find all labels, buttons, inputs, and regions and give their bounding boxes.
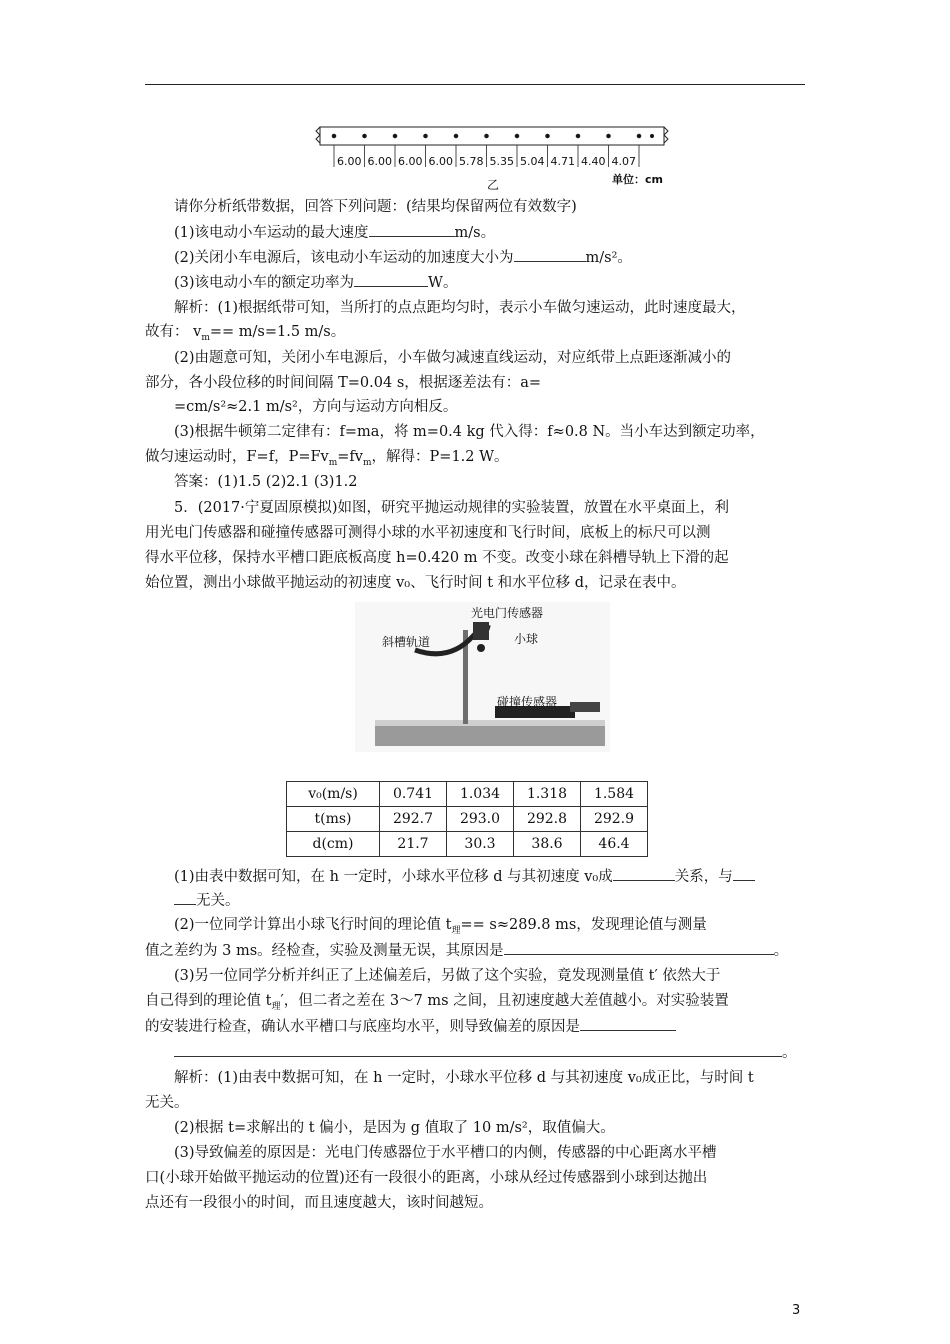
tape-dot: [576, 134, 580, 138]
q5-part2a: (2)一位同学计算出小球飞行时间的理论值 $t_理== s\approx 289.8$ ms，发现理论值与测量: [174, 917, 707, 936]
label-photogate-sensor: 光电门传感器: [471, 606, 544, 620]
tape-dot: [637, 134, 641, 138]
q4-solution-2a: (2)由题意可知，关闭小车电源后，小车做匀减速直线运动，对应纸带上点距逐渐减小的: [174, 350, 732, 366]
label-collision-sensor: 碰撞传感器: [497, 695, 558, 709]
table-cell: 21.7: [380, 832, 447, 857]
tape-segment-label: 5.04: [520, 155, 545, 168]
table-cell: 0.741: [380, 782, 447, 807]
q5-part3-blank: 。: [174, 1042, 814, 1063]
table-cell: 292.9: [581, 807, 648, 832]
table-cell: 46.4: [581, 832, 648, 857]
table-cell: 30.3: [447, 832, 514, 857]
row-label: v₀(m/s): [287, 782, 380, 807]
apparatus-photo: [355, 602, 610, 752]
q5-solution-3c: 点还有一段很小的时间，而且速度越大，该时间越短。: [145, 1195, 493, 1211]
tape-segment-label: 6.00: [398, 155, 423, 168]
table-row: [287, 782, 648, 807]
tape-dot: [393, 134, 397, 138]
q4-intro: 请你分析纸带数据，回答下列问题：(结果均保留两位有效数字): [174, 199, 577, 215]
table-cell: 292.7: [380, 807, 447, 832]
q5-line-3: 得水平位移，保持水平槽口距底板高度 h=0.420 m 不变。改变小球在斜槽导轨上下滑的起: [145, 550, 729, 566]
measurement-table: [286, 781, 648, 857]
table-row: [287, 807, 648, 832]
q5-line-1: 5．(2017·宁夏固原模拟)如图，研究平抛运动规律的实验装置，放置在水平桌面上，利: [174, 500, 730, 516]
q4-solution-2c: =cm/s²≈2.1 m/s²，方向与运动方向相反。: [174, 399, 458, 415]
q5-line-4: 始位置，测出小球做平抛运动的初速度 v₀、飞行时间 t 和水平位移 d，记录在表中。: [145, 575, 686, 591]
tape-dot: [424, 134, 428, 138]
tape-dot: [485, 134, 489, 138]
tape-segment-label: 5.78: [459, 155, 484, 168]
q4-part3: (3)该电动小车的额定功率为 W。: [174, 272, 814, 293]
q5-line-2: 用光电门传感器和碰撞传感器可测得小球的水平初速度和飞行时间，底板上的标尺可以测: [145, 525, 711, 541]
q4-part1: (1)该电动小车运动的最大速度 m/s。: [174, 222, 814, 243]
q4-solution-1b: 故有： $v_m== m/s=1.5$ m/s。: [145, 324, 346, 343]
q4-answer: 答案：(1)1.5 (2)2.1 (3)1.2: [174, 474, 358, 490]
page-number: 3: [792, 1303, 801, 1318]
q4-solution-2b: 部分，各小段位移的时间间隔 T=0.04 s，根据逐差法有：a=: [145, 375, 542, 391]
tape-dot: [363, 134, 367, 138]
q5-solution-2: (2)根据 t=求解出的 t 偏小，是因为 g 值取了 10 m/s²，取值偏大。: [174, 1120, 615, 1136]
q4-solution-1a: 解析：(1)根据纸带可知，当所打的点点距均匀时，表示小车做匀速运动，此时速度最大，: [174, 300, 746, 316]
tape-unit: 单位：cm: [612, 173, 663, 186]
q4-part2: (2)关闭小车电源后，该电动小车运动的加速度大小为 m/s²。: [174, 247, 814, 268]
q5-part1-end: 无关。: [198, 890, 868, 911]
table-cell: 38.6: [514, 832, 581, 857]
tape-dot: [515, 134, 519, 138]
label-ball: 小球: [514, 632, 539, 646]
q4-solution-3a: (3)根据牛顿第二定律有：f=ma，将 m=0.4 kg 代入得：f≈0.8 N。当小车达到额定功率，: [174, 424, 765, 440]
tape-segment-label: 6.00: [367, 155, 392, 168]
row-label: t(ms): [287, 807, 380, 832]
label-incline-track: 斜槽轨道: [382, 635, 431, 649]
tape-dot: [332, 134, 336, 138]
tape-segment-label: 6.00: [337, 155, 362, 168]
tape-caption: 乙: [487, 178, 500, 192]
q5-solution-1b: 无关。: [145, 1095, 189, 1111]
table-cell: 1.584: [581, 782, 648, 807]
row-label: d(cm): [287, 832, 380, 857]
q4-solution-3b: 做匀速运动时，F=f，$P=Fv_m=fv_m$，解得：P=1.2 W。: [145, 449, 509, 468]
q5-part1: (1)由表中数据可知，在 h 一定时，小球水平位移 d 与其初速度 v₀成 关系，与: [174, 866, 814, 887]
q5-solution-3a: (3)导致偏差的原因是：光电门传感器位于水平槽口的内侧，传感器的中心距离水平槽: [174, 1145, 717, 1161]
tape-dot: [454, 134, 458, 138]
tape-segment-label: 5.35: [489, 155, 514, 168]
q5-solution-1a: 解析：(1)由表中数据可知，在 h 一定时，小球水平位移 d 与其初速度 v₀成正比，与时间 t: [174, 1070, 754, 1086]
tape-dot: [650, 134, 653, 137]
header-rule: [145, 84, 805, 85]
q5-solution-3b: 口(小球开始做平抛运动的位置)还有一段很小的距离，小球从经过传感器到小球到达抛出: [145, 1170, 708, 1186]
q5-part2b: 值之差约为 3 ms。经检查，实验及测量无误，其原因是 。: [145, 940, 815, 961]
table-cell: 1.034: [447, 782, 514, 807]
table-cell: 1.318: [514, 782, 581, 807]
q5-part3a: (3)另一位同学分析并纠正了上述偏差后，另做了这个实验，竟发现测量值 t′ 依然大于: [174, 968, 721, 984]
tape-segment-label: 6.00: [428, 155, 453, 168]
tape-segment-label: 4.71: [550, 155, 575, 168]
q5-part3b: 自己得到的理论值 $t_理'$，但二者之差在 3～7 ms 之间，且初速度越大差值越小。对实验装置: [145, 993, 729, 1012]
table-cell: 292.8: [514, 807, 581, 832]
tape-dot: [607, 134, 611, 138]
table-row: [287, 832, 648, 857]
q5-part3c: 的安装进行检查，确认水平槽口与底座均水平，则导致偏差的原因是: [145, 1016, 815, 1037]
tape-segment-label: 4.40: [581, 155, 606, 168]
tape-segment-label: 4.07: [611, 155, 636, 168]
tape-dot: [546, 134, 550, 138]
table-cell: 293.0: [447, 807, 514, 832]
